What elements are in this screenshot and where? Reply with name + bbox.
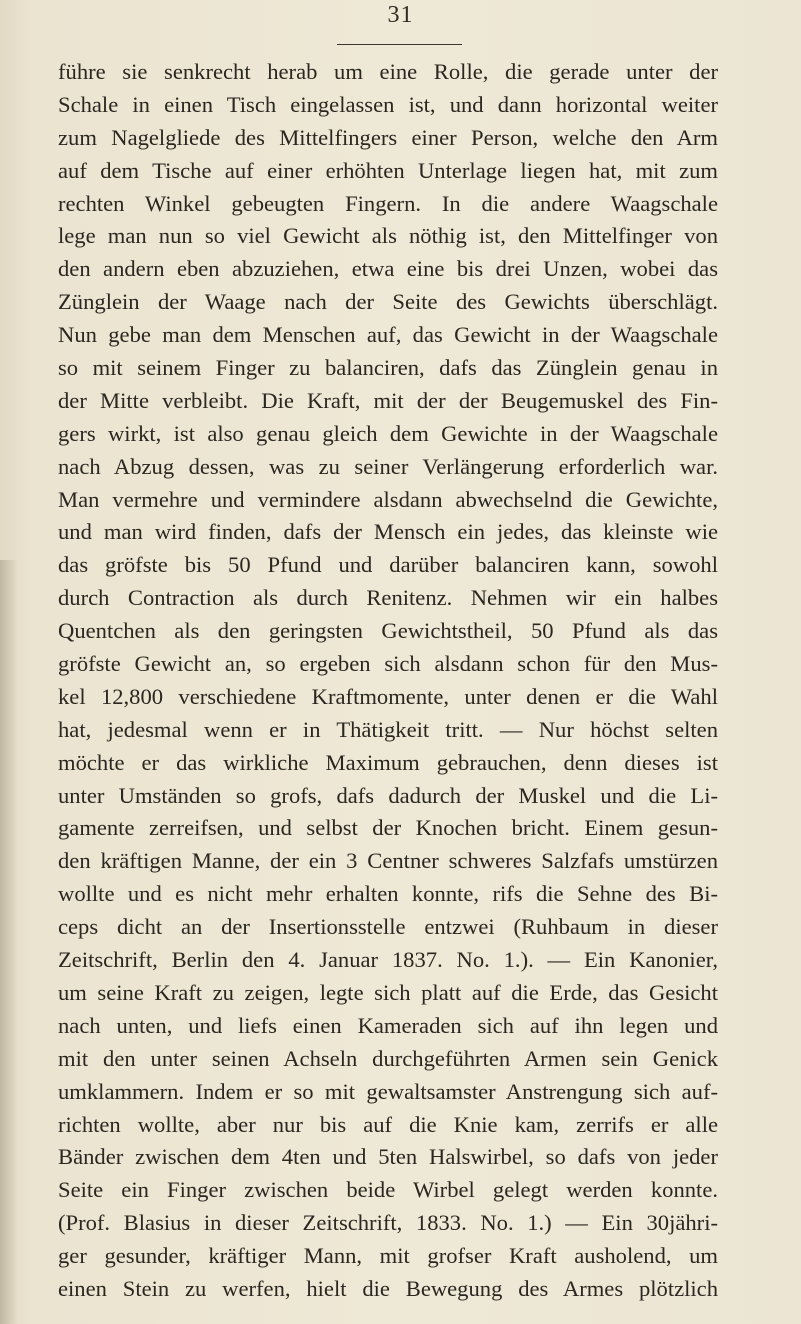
spine-shadow [0,560,18,1324]
text-line: unter Umständen so grofs, dafs dadurch der Muskel und die Li- [58,782,718,808]
text-line: zum Nagelgliede des Mittelfingers einer Person, welche den Arm [58,124,718,150]
text-line: rechten Winkel gebeugten Fingern. In die andere Waagschale [58,190,718,216]
text-line: hat, jedesmal wenn er in Thätigkeit tritt. — Nur höchst selten [58,716,718,742]
text-line: einen Stein zu werfen, hielt die Bewegung des Armes plötzlich [58,1275,718,1301]
text-line: (Prof. Blasius in dieser Zeitschrift, 1833. No. 1.) — Ein 30jähri- [58,1210,718,1236]
text-line: Bänder zwischen dem 4ten und 5ten Halswirbel, so dafs von jeder [58,1144,718,1170]
text-line: führe sie senkrecht herab um eine Rolle, die gerade unter der [58,59,718,84]
text-line: lege man nun so viel Gewicht als nöthig ist, den Mittelfinger von [58,223,718,249]
text-line: möchte er das wirkliche Maximum gebrauchen, denn dieses ist [58,749,718,775]
text-line: ger gesunder, kräftiger Mann, mit grofser Kraft ausholend, um [58,1243,718,1269]
text-line: ceps dicht an der Insertionsstelle entzwei (Ruhbaum in dieser [58,914,718,940]
text-line: Zünglein der Waage nach der Seite des Gewichts überschlägt. [58,289,718,315]
text-line: gers wirkt, ist also genau gleich dem Gewichte in der Waagschale [58,420,718,446]
text-line: der Mitte verbleibt. Die Kraft, mit der der Beugemuskel des Fin- [58,387,718,413]
text-line: den kräftigen Manne, der ein 3 Centner schweres Salzfafs umstürzen [58,848,718,874]
text-line: Quentchen als den geringsten Gewichtstheil, 50 Pfund als das [58,618,718,644]
text-line: so mit seinem Finger zu balanciren, dafs das Zünglein genau in [58,355,718,381]
text-line: Nun gebe man dem Menschen auf, das Gewicht in der Waagschale [58,322,718,348]
text-line: umklammern. Indem er so mit gewaltsamster Anstrengung sich auf- [58,1078,718,1104]
text-line: und man wird finden, dafs der Mensch ein jedes, das kleinste wie [58,519,718,545]
text-line: Man vermehre und vermindere alsdann abwechselnd die Gewichte, [58,486,718,512]
text-line: den andern eben abzuziehen, etwa eine bis drei Unzen, wobei das [58,256,718,282]
text-line: nach unten, und liefs einen Kameraden sich auf ihn legen und [58,1012,718,1038]
text-line: das gröfste bis 50 Pfund und darüber balanciren kann, sowohl [58,552,718,578]
text-line: Seite ein Finger zwischen beide Wirbel gelegt werden konnte. [58,1177,718,1203]
text-line: gröfste Gewicht an, so ergeben sich alsdann schon für den Mus- [58,651,718,677]
body-text [58,56,718,1306]
text-line: auf dem Tische auf einer erhöhten Unterlage liegen hat, mit zum [58,157,718,183]
text-line: durch Contraction als durch Renitenz. Nehmen wir ein halbes [58,585,718,611]
text-line: mit den unter seinen Achseln durchgeführten Armen sein Genick [58,1045,718,1071]
text-line: richten wollte, aber nur bis auf die Knie kam, zerrifs er alle [58,1111,718,1137]
text-line: Zeitschrift, Berlin den 4. Januar 1837. No. 1.). — Ein Kanonier, [58,947,718,973]
text-line: nach Abzug dessen, was zu seiner Verlängerung erforderlich war. [58,453,718,479]
text-line: wollte und es nicht mehr erhalten konnte, rifs die Sehne des Bi- [58,881,718,907]
text-line: gamente zerreifsen, und selbst der Knochen bricht. Einem gesun- [58,815,718,841]
text-line: um seine Kraft zu zeigen, legte sich platt auf die Erde, das Gesicht [58,979,718,1005]
header-rule [337,44,462,45]
page-number: 31 [387,2,414,28]
text-line: Schale in einen Tisch eingelassen ist, und dann horizontal weiter [58,91,718,117]
text-line: kel 12,800 verschiedene Kraftmomente, unter denen er die Wahl [58,683,718,709]
